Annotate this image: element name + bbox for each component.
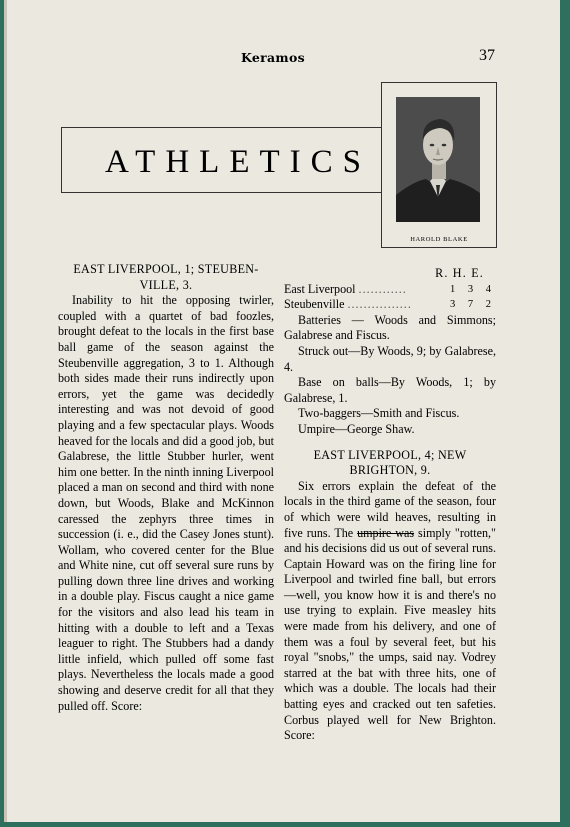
page-number: 37	[479, 47, 495, 64]
score1-row-east-liverpool	[284, 282, 496, 298]
score1-struck-out: Struck out—By Woods, 9; by Galabrese, 4.	[284, 343, 496, 374]
score1-row-steubenville	[284, 297, 496, 313]
score1-leader-dots: ............	[358, 281, 407, 296]
score1-base-on-balls: Base on balls—By Woods, 1; by Galabrese, 1.	[284, 375, 496, 405]
score1-two-baggers: Two-baggers—Smith and Fiscus.	[298, 406, 460, 421]
score1-umpire: Umpire—George Shaw.	[298, 421, 415, 436]
left-column	[58, 262, 274, 714]
score1-team: East Liverpool	[284, 281, 356, 296]
game2-report-part2: simply "rotten," and his decisions did us out of several runs. Captain Howard was on the firing line for Liverpool and twirled fine ball, but errors —well, you know how it is and there's no use trying to explain. Five measley hits were made from his delivery, and one of them was a foul by several feet, but his royal "snobs," the umps, said nay. Vodrey starred at the bat with three hits, one of which was a double. The locals had their batting eyes and cracked out ten safeties. Corbus played well for New Brighton. Score:	[284, 525, 496, 743]
athletics-banner-title: ATHLETICS	[105, 144, 371, 180]
game2-report-struck-words: umpire was	[357, 525, 415, 540]
score1-batteries: Batteries — Woods and Simmons; Galabrese and Fiscus.	[284, 312, 496, 343]
portrait-caption: HAROLD BLAKE	[410, 236, 468, 243]
game1-heading-line1: EAST LIVERPOOL, 1; STEUBEN-	[73, 262, 259, 276]
portrait-photo	[396, 97, 480, 222]
score1-values: 3 7 2	[450, 299, 496, 311]
portrait-image	[396, 97, 480, 222]
right-column	[284, 266, 496, 744]
game1-heading-line2: VILLE, 3.	[139, 277, 193, 292]
score1-values: 1 3 4	[450, 283, 496, 295]
running-header-title: Keramos	[241, 50, 305, 65]
game2-report	[284, 479, 496, 744]
game2-report-part1: Six errors explain the defeat of the locals in the third game of the season, four of which were wild heaves, resulting in five runs. The	[284, 478, 496, 540]
score1-header: R. H. E.	[435, 266, 484, 280]
page-spine-shadow	[4, 0, 7, 822]
score1-leader-dots: ................	[347, 297, 412, 312]
game2-heading-line1: EAST LIVERPOOL, 4; NEW	[313, 447, 467, 462]
game1-report: Inability to hit the opposing twirler, coupled with a quartet of bad foozles, brought defeat to the locals in the first base ball game of the season against the Steubenville aggregation, 3 to 1. Although both sides made their runs indirectly upon errors, yet the game was decidedly interesting and was not devoid of good playing and a few spectacular plays. Woods heaved for the locals and did a good job, but Galabrese, the little Stubber hurler, went him one better. In the ninth inning Liverpool placed a man on second and third with none down, but Woods, Blake and McKinnon caressed the zephyrs three times in succession (i. e., did the Casey Jones stunt). Wollam, who covered center for the Blue and White nine, cut off several sure runs by pulling down three line drives and working in a double play. Fiscus caught a nice game for the visitors and also lead his team in hitting with a double to left and a Texas leaguer to right. The Stubbers had a dandy little infield, which pulled off some fast plays. Nevertheless the locals made a good showing and deserve credit for all that they pulled off. Score:	[58, 293, 274, 713]
game2-heading-line2: BRIGHTON, 9.	[349, 463, 431, 478]
score1-team: Steubenville	[284, 297, 345, 312]
